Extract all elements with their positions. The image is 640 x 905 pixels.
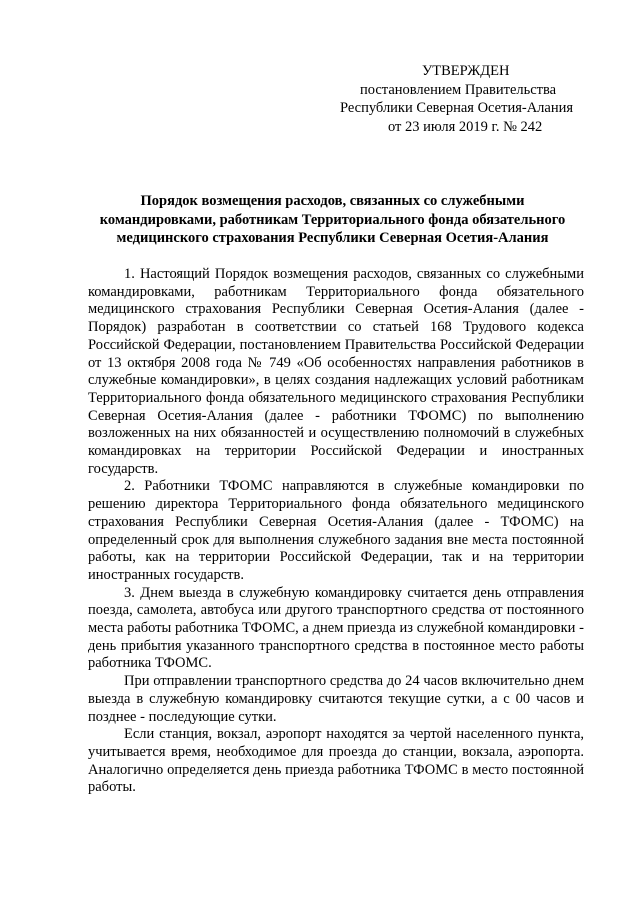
approval-line-2: Республики Северная Осетия-Алания bbox=[340, 100, 574, 116]
document-title-line-3: медицинского страхования Республики Северная Осетия-Алания bbox=[116, 230, 549, 246]
document-title bbox=[80, 192, 585, 248]
paragraph-5: Если станция, вокзал, аэропорт находятся за чертой населенного пункта, учитывается время, необходимое для проезда до станции, вокзала, аэропорта. Аналогично определяется день приезда работника ТФОМС в место постоянной работы. bbox=[88, 726, 584, 796]
paragraph-1: 1. Настоящий Порядок возмещения расходов, связанных со служебными командировками, работникам Территориального фонда обязательного медицинского страхования Республики Северная Осетия-Алания (далее - Порядок) разработан в соответствии со статьей 168 Трудового кодекса Российской Федерации, постановлением Правительства Российской Федерации от 13 октября 2008 года № 749 «Об особенностях направления работников в служебные командировки», в целях создания надлежащих условий работникам Территориального фонда обязательного медицинского страхования Республики Северная Осетия-Алания (далее - работники ТФОМС) по выполнению возложенных на них обязанностей и осуществлению полномочий в служебных командировках на территории Российской Федерации и иностранных государств. bbox=[88, 266, 584, 477]
approval-stamp bbox=[340, 62, 580, 136]
paragraph-2: 2. Работники ТФОМС направляются в служебные командировки по решению директора Территориального фонда обязательного медицинского страхования Республики Северная Осетия-Алания (далее - ТФОМС) на определенный срок для выполнения служебного задания вне места постоянной работы, как на территории Российской Федерации, так и на территории иностранных государств. bbox=[88, 478, 584, 583]
paragraph-3: 3. Днем выезда в служебную командировку считается день отправления поезда, самолета, автобуса или другого транспортного средства от постоянного места работы работника ТФОМС, а днем приезда из служебной командировки - день прибытия указанного транспортного средства в постоянное место работы работника ТФОМС. bbox=[88, 584, 584, 672]
approval-title: УТВЕРЖДЕН bbox=[422, 63, 510, 79]
approval-line-1: постановлением Правительства bbox=[360, 81, 557, 98]
document-body bbox=[88, 266, 584, 797]
paragraph-4: При отправлении транспортного средства до 24 часов включительно днем выезда в служебную командировку считаются текущие сутки, а с 00 часов и позднее - последующие сутки. bbox=[88, 673, 584, 725]
document-title-line-2: командировками, работникам Территориального фонда обязательного bbox=[99, 211, 566, 228]
approval-line-3: от 23 июля 2019 г. № 242 bbox=[388, 118, 543, 135]
document-title-line-1: Порядок возмещения расходов, связанных со служебными bbox=[140, 193, 525, 209]
